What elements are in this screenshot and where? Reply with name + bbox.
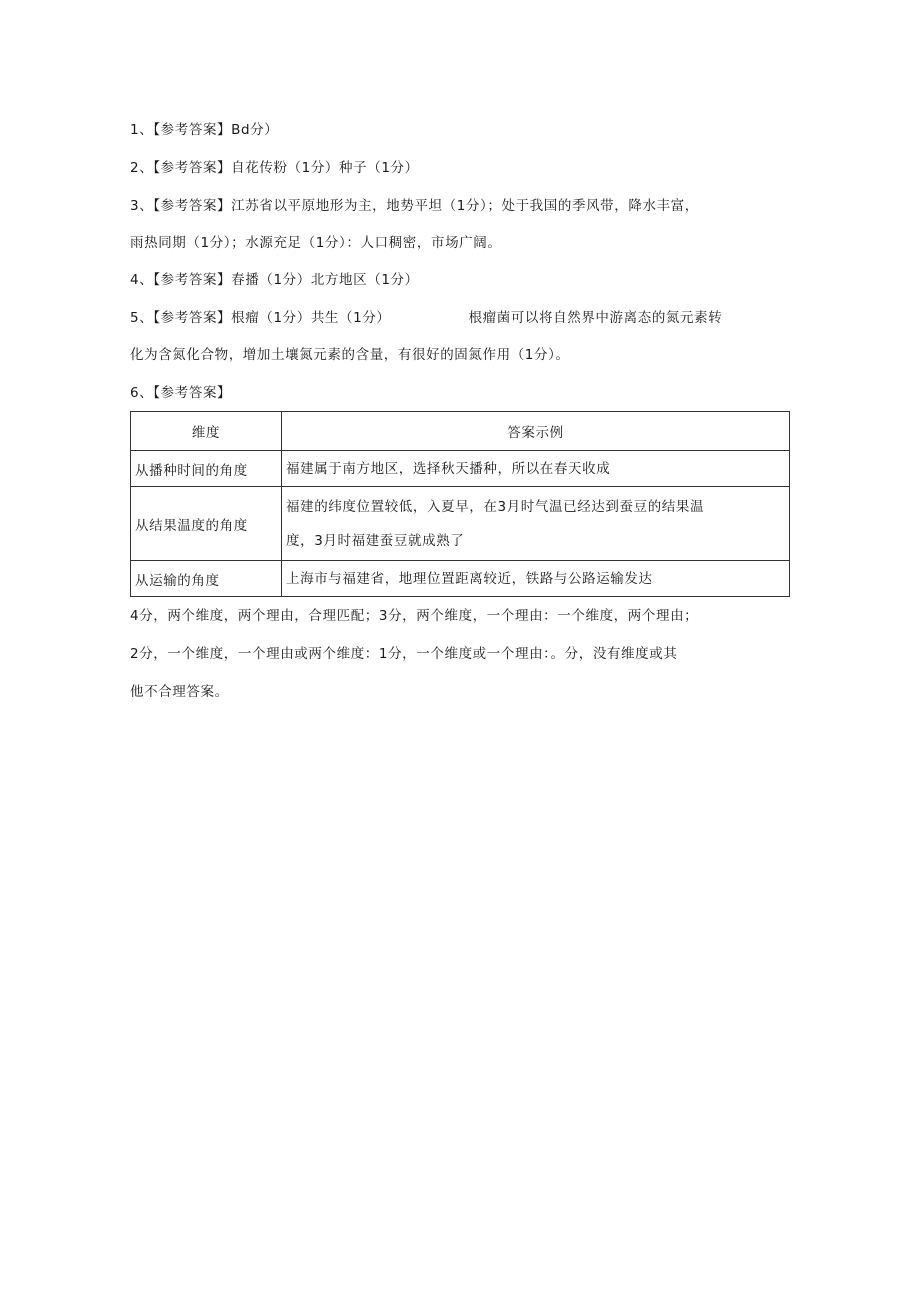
answer-2: 2、【参考答案】自花传粉（1分）种子（1分） (130, 160, 419, 176)
table-row (131, 451, 790, 487)
answer-table (130, 411, 790, 597)
dimension-cell: 从播种时间的角度 (131, 451, 282, 487)
header-example: 答案示例 (282, 412, 790, 451)
scoring-line-1: 4分，两个维度，两个理由，合理匹配；3分，两个维度，一个理由：一个维度，两个理由； (130, 608, 699, 624)
example-line: 度，3月时福建蚕豆就成熟了 (286, 532, 465, 549)
answer-3-line-1: 3、【参考答案】江苏省以平原地形为主，地势平坦（1分）；处于我国的季风带，降水丰富， (130, 198, 699, 214)
dimension-cell: 从结果温度的角度 (131, 487, 282, 561)
dimension-cell: 从运输的角度 (131, 561, 282, 597)
example-line: 福建属于南方地区，选择秋天播种，所以在春天收成 (286, 460, 611, 477)
header-dimension: 维度 (131, 412, 282, 451)
answer-5-part-a: 5、【参考答案】根瘤（1分）共生（1分） (130, 310, 391, 326)
answer-5-line-1 (130, 308, 722, 328)
example-cell (282, 487, 790, 561)
answer-5-part-b: 根瘤菌可以将自然界中游离态的氮元素转 (468, 310, 723, 326)
table-row (131, 561, 790, 597)
answer-1: 1、【参考答案】Bd分） (130, 122, 279, 138)
table-row (131, 487, 790, 561)
scoring-line-2: 2分，一个维度，一个理由或两个维度：1分，一个维度或一个理由：。分，没有维度或其 (130, 646, 678, 662)
example-cell (282, 561, 790, 597)
scoring-line-3: 他不合理答案。 (130, 684, 229, 700)
example-line: 福建的纬度位置较低，入夏早，在3月时气温已经达到蚕豆的结果温 (286, 498, 705, 515)
example-line: 上海市与福建省，地理位置距离较近，铁路与公路运输发达 (286, 570, 653, 587)
table-header-row (131, 412, 790, 451)
answer-4: 4、【参考答案】春播（1分）北方地区（1分） (130, 272, 419, 288)
answer-6: 6、【参考答案】 (130, 385, 232, 401)
answer-3-line-2: 雨热同期（1分）；水源充足（1分）：人口稠密，市场广阔。 (130, 235, 502, 251)
answer-5-line-2: 化为含氮化合物，增加土壤氮元素的含量，有很好的固氮作用（1分）。 (130, 347, 570, 363)
example-cell (282, 451, 790, 487)
